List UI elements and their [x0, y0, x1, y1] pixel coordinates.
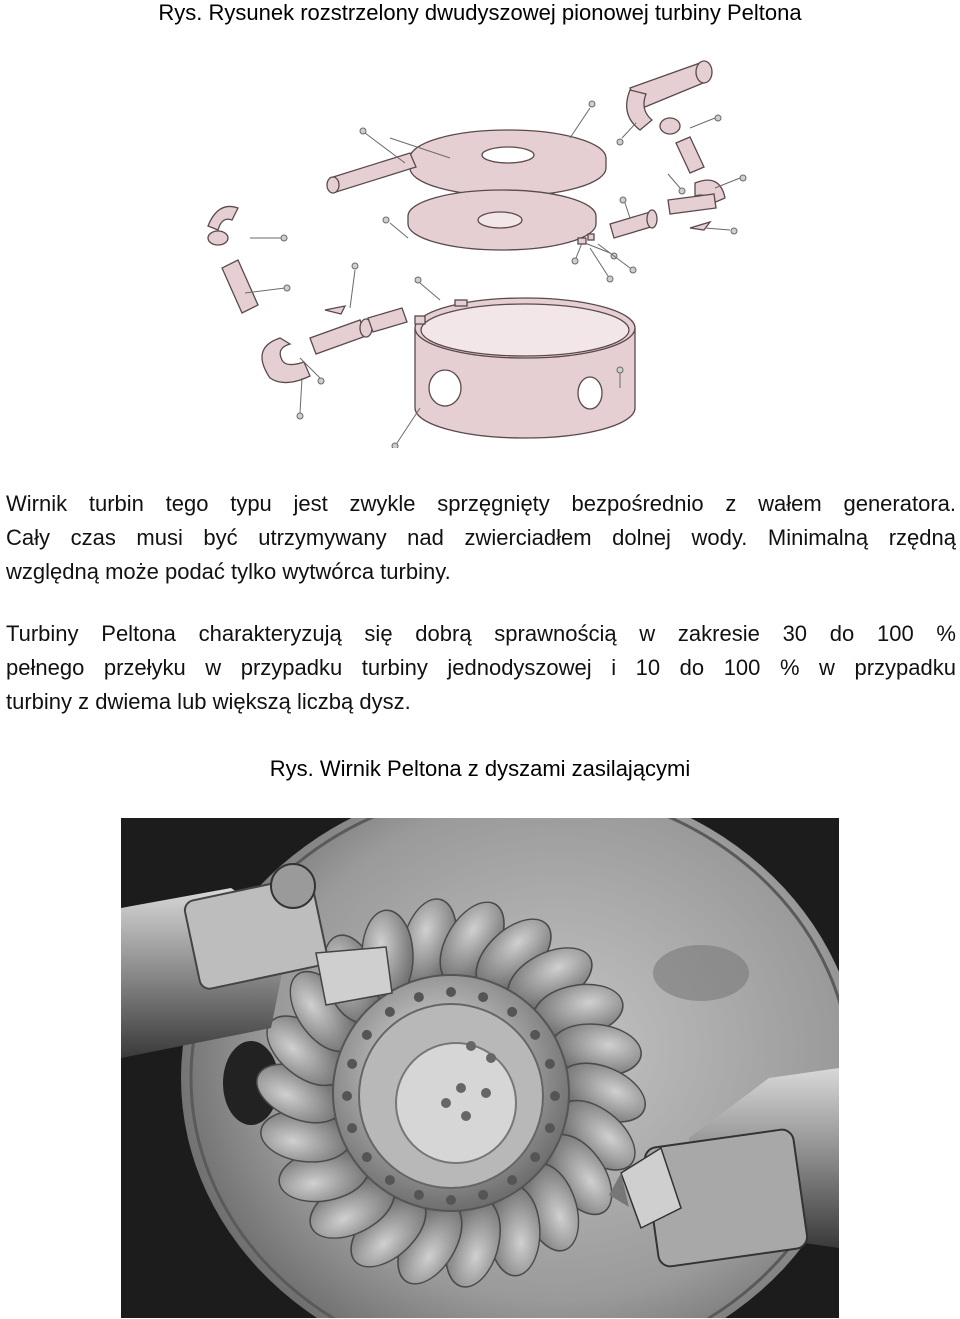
exploded-turbine-drawing — [190, 48, 770, 448]
hub-bolt — [414, 1190, 424, 1200]
hub-bolt — [446, 1195, 456, 1205]
figure2-caption: Rys. Wirnik Peltona z dyszami zasilającymi — [269, 756, 691, 781]
hub-bolt — [530, 1152, 540, 1162]
paragraph-generator — [6, 487, 956, 589]
hub-bolt — [530, 1030, 540, 1040]
hub-bolt — [446, 987, 456, 997]
hub-bolt — [385, 1007, 395, 1017]
figure1-caption: Rys. Rysunek rozstrzelony dwudyszowej pionowej turbiny Peltona — [158, 0, 802, 25]
hub-bolt — [507, 1175, 517, 1185]
paragraph-line: względną może podać tylko wytwórca turbiny. — [6, 559, 451, 584]
paragraph-line: pełnego przełyku w przypadku turbiny jednodyszowej i 10 do 100 % w przypadku — [6, 655, 956, 680]
hub-bolt — [478, 992, 488, 1002]
hub-bolt — [347, 1059, 357, 1069]
hub-bolt — [342, 1091, 352, 1101]
hub-bolt — [545, 1059, 555, 1069]
paragraph-line: Wirnik turbin tego typu jest zwykle sprzęgnięty bezpośrednio z wałem generatora. — [6, 491, 956, 516]
hub-bolt — [362, 1030, 372, 1040]
hub-bolt — [550, 1091, 560, 1101]
hub-bolt — [347, 1123, 357, 1133]
hub-bolt — [478, 1190, 488, 1200]
hub-bolt — [507, 1007, 517, 1017]
paragraph-efficiency — [6, 617, 956, 719]
hub-bolt — [545, 1123, 555, 1133]
pelton-runner-photo — [121, 818, 839, 1318]
hub-bolt — [414, 992, 424, 1002]
paragraph-line: Turbiny Peltona charakteryzują się dobrą sprawnością w zakresie 30 do 100 % — [6, 621, 956, 646]
paragraph-line: Cały czas musi być utrzymywany nad zwierciadłem dolnej wody. Minimalną rzędną — [6, 525, 956, 550]
paragraph-line: turbiny z dwiema lub większą liczbą dysz. — [6, 689, 411, 714]
hub-bolt — [385, 1175, 395, 1185]
hub-bolt — [362, 1152, 372, 1162]
